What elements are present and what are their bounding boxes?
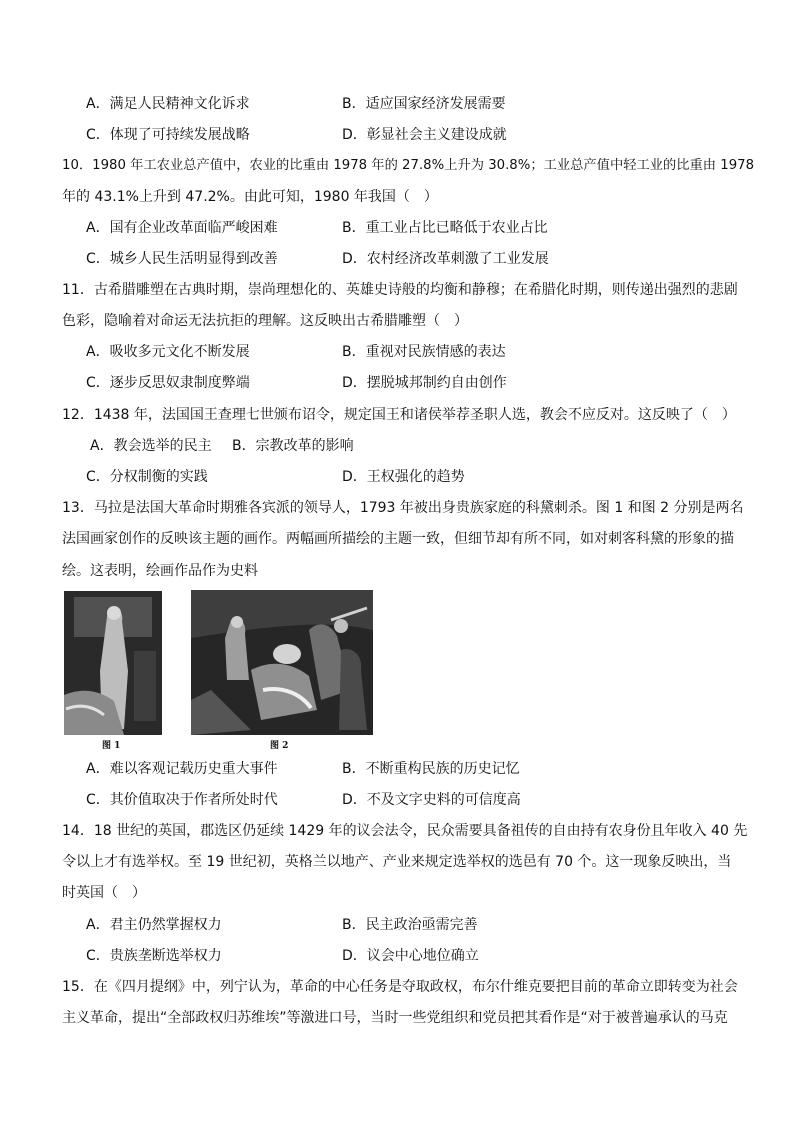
q14-option-c: C．贵族垄断选举权力 [86, 948, 222, 964]
q14-stem-line2: 令以上才有选举权。至 19 世纪初，英格兰以地产、产业来规定选举权的选邑有 70 个。这一现象反映出，当 [62, 854, 732, 870]
q10-option-d: D．农村经济改革刺激了工业发展 [342, 251, 549, 267]
q9-option-a: A．满足人民精神文化诉求 [86, 96, 250, 112]
q10-option-b: B．重工业占比已略低于农业占比 [342, 220, 548, 236]
figure-1-caption: 图 1 [102, 741, 121, 751]
q11-stem-line1: 11．古希腊雕塑在古典时期，崇尚理想化的、英雄史诗般的均衡和静穆；在希腊化时期，则传递出强烈的悲剧 [62, 282, 738, 298]
figure-2-caption: 图 2 [270, 741, 289, 751]
q14-option-b: B．民主政治亟需完善 [342, 917, 478, 933]
q13-option-a: A．难以客观记载历史重大事件 [86, 761, 278, 777]
q12-stem-line1: 12．1438 年，法国国王查理七世颁布诏令，规定国王和诸侯举荐圣职人选，教会不应反对。这反映了（ ） [62, 407, 736, 423]
q10-stem-line2: 年的 43.1%上升到 47.2%。由此可知，1980 年我国（ ） [62, 189, 438, 205]
q14-stem-line1: 14．18 世纪的英国，郡选区仍延续 1429 年的议会法令，民众需要具备祖传的自由持有农身份且年收入 40 先 [62, 823, 748, 839]
q9-option-c: C．体现了可持续发展战略 [86, 127, 250, 143]
q13-option-c: C．其价值取决于作者所处时代 [86, 792, 278, 808]
q14-option-d: D．议会中心地位确立 [342, 948, 479, 964]
q14-stem-line3: 时英国（ ） [62, 885, 146, 901]
q12-option-d: D．王权强化的趋势 [342, 469, 465, 485]
q9-option-b: B．适应国家经济发展需要 [342, 96, 506, 112]
q13-stem-line2: 法国画家创作的反映该主题的画作。两幅画所描绘的主题一致，但细节却有所不同，如对刺客科黛的形象的描 [62, 531, 734, 547]
q11-stem-line2: 色彩，隐喻着对命运无法抗拒的理解。这反映出古希腊雕塑（ ） [62, 313, 468, 329]
q11-option-d: D．摆脱城邦制约自由创作 [342, 375, 507, 391]
q12-option-b: B．宗教改革的影响 [232, 438, 354, 454]
q13-option-d: D．不及文字史料的可信度高 [342, 792, 521, 808]
figure-2-painting [191, 590, 373, 735]
q13-option-b: B．不断重构民族的历史记忆 [342, 761, 520, 777]
q15-stem-line2: 主义革命，提出“全部政权归苏维埃”等激进口号，当时一些党组织和党员把其看作是“对于被普遍承认的马克 [62, 1010, 728, 1026]
q13-stem-line3: 绘。这表明，绘画作品作为史料 [62, 563, 258, 579]
q12-option-a: A．教会选举的民主 [90, 438, 212, 454]
q10-stem-line1: 10．1980 年工农业总产值中，农业的比重由 1978 年的 27.8%上升为 30.8%；工业总产值中轻工业的比重由 1978 [62, 158, 755, 173]
q11-option-c: C．逐步反思奴隶制度弊端 [86, 375, 250, 391]
q15-stem-line1: 15．在《四月提纲》中，列宁认为，革命的中心任务是夺取政权，布尔什维克要把目前的革命立即转变为社会 [62, 979, 738, 995]
q11-option-b: B．重视对民族情感的表达 [342, 344, 506, 360]
q10-option-c: C．城乡人民生活明显得到改善 [86, 251, 278, 267]
q12-option-c: C．分权制衡的实践 [86, 469, 208, 485]
q9-option-d: D．彰显社会主义建设成就 [342, 127, 507, 143]
figure-1-painting [64, 591, 162, 735]
q14-option-a: A．君主仍然掌握权力 [86, 917, 222, 933]
q10-option-a: A．国有企业改革面临严峻困难 [86, 220, 278, 236]
q11-option-a: A．吸收多元文化不断发展 [86, 344, 250, 360]
q13-stem-line1: 13．马拉是法国大革命时期雅各宾派的领导人，1793 年被出身贵族家庭的科黛刺杀。图 1 和图 2 分别是两名 [62, 500, 744, 516]
